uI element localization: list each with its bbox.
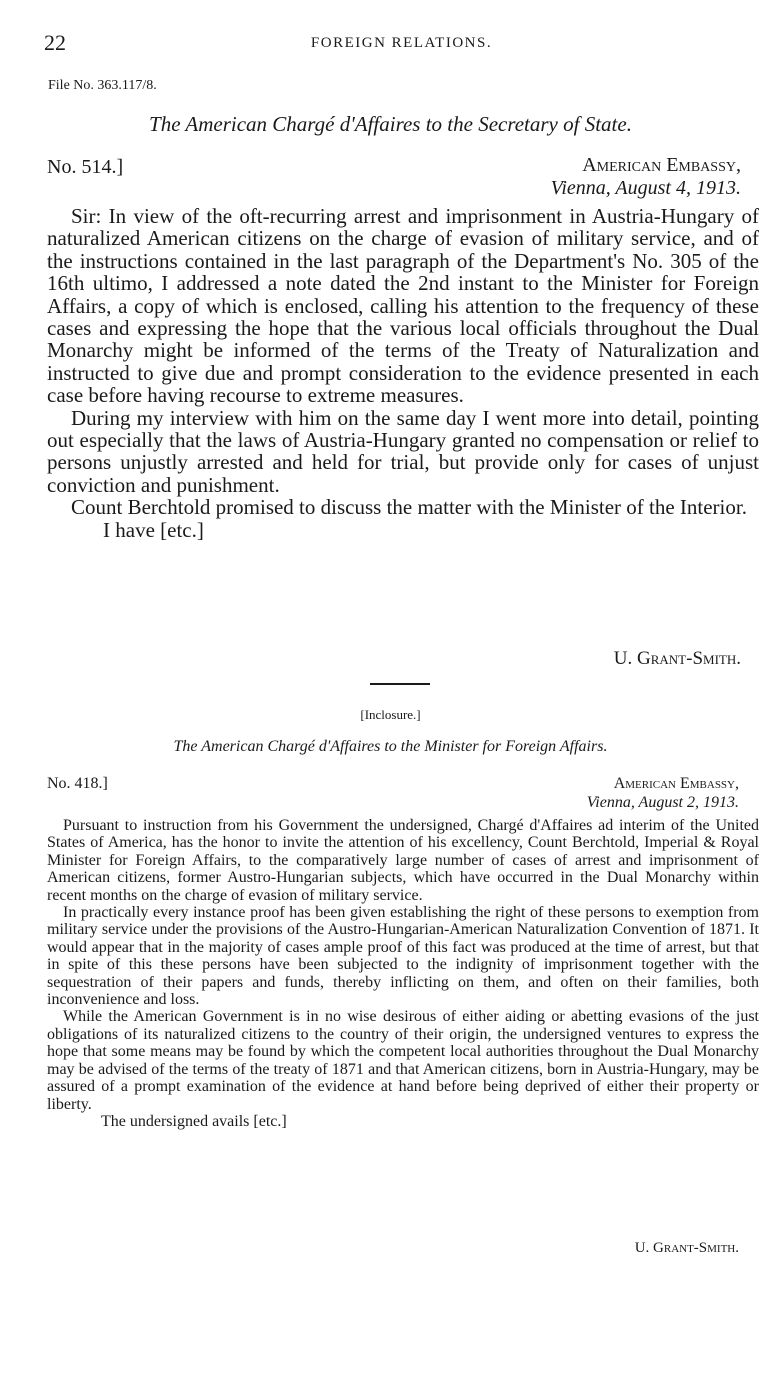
inclosure-paragraph: Pursuant to instruction from his Government the undersigned, Chargé d'Affaires ad interim of the United States of America, has the honor to invite the attention of his excellency, Count Berchtold, Imperial & Royal Minister for Foreign Affairs, to the comparatively large number of cases of arrest and imprisonment of American citizens, former Austro-Hungarian subjects, which have occurred in the Dual Monarchy within recent months on the charge of evasion of military service. (47, 817, 759, 904)
file-number: File No. 363.117/8. (48, 78, 157, 93)
letter-paragraph: During my interview with him on the same day I went more into detail, pointing out especially that the laws of Austria-Hungary granted no compensation or relief to persons unjustly arrested and held for trial, but provide only for cases of unjust conviction and punishment. (47, 405, 759, 497)
letter-embassy: American Embassy, (582, 154, 741, 176)
inclosure-closing: The undersigned avails [etc.] (101, 1112, 287, 1130)
inclosure-heading: The American Chargé d'Affaires to the Minister for Foreign Affairs. (173, 738, 608, 755)
inclosure-body (47, 817, 759, 1130)
inclosure-place-date: Vienna, August 2, 1913. (586, 794, 739, 811)
letter-closing: I have [etc.] (103, 517, 204, 542)
running-title: FOREIGN RELATIONS. (310, 35, 493, 51)
letter-place-date: Vienna, August 4, 1913. (550, 177, 741, 199)
page-number: 22 (44, 30, 66, 55)
inclosure-paragraph: While the American Government is in no wise desirous of either aiding or abetting evasions of the just obligations of its naturalized citizens to the country of their origin, the undersigned ventures to express the hope that some means may be found by which the competent local authorities throughout the Dual Monarchy may be advised of the terms of the treaty of 1871 and that American citizens, born in Austria-Hungary, may be assured of a prompt examination of the evidence at hand before being deprived of either their property or liberty. (47, 1008, 759, 1113)
inclosure-embassy: American Embassy, (613, 775, 739, 792)
inclosure-label: [Inclosure.] (360, 707, 421, 722)
inclosure-paragraph: In practically every instance proof has been given establishing the right of these persons to exemption from military service under the provisions of the Austro-Hungarian-American Naturalization Convention of 1871. It would appear that in the majority of cases ample proof of this fact was produced at the time of arrest, but that in spite of this these persons have been subjected to the indignity of imprisonment together with the sequestration of their papers and funds, thereby inflicting on them, and often on their families, both inconvenience and loss. (47, 904, 759, 1009)
letter-paragraph: Sir: In view of the oft-recurring arrest and imprisonment in Austria-Hungary of naturalized American citizens on the charge of evasion of military service, and of the instructions contained in the last paragraph of the Department's No. 305 of the 16th ultimo, I addressed a note dated the 2nd instant to the Minister for Foreign Affairs, a copy of which is enclosed, calling his attention to the frequency of these cases and expressing the hope that the various local officials throughout the Dual Monarchy might be informed of the terms of the Treaty of Naturalization and instructed to give due and prompt consideration to the evidence presented in each case before having recourse to extreme measures. (47, 204, 759, 408)
letter-body (47, 205, 759, 541)
letter-signature: U. Grant-Smith. (613, 648, 741, 669)
letter-number: No. 514.] (47, 156, 124, 178)
letter-heading: The American Chargé d'Affaires to the Secretary of State. (149, 112, 632, 136)
section-divider (370, 683, 430, 685)
page-header (44, 30, 759, 60)
inclosure-number: No. 418.] (47, 775, 108, 792)
inclosure-signature: U. Grant-Smith. (634, 1240, 739, 1256)
letter-paragraph: Count Berchtold promised to discuss the matter with the Minister of the Interior. (71, 495, 747, 520)
